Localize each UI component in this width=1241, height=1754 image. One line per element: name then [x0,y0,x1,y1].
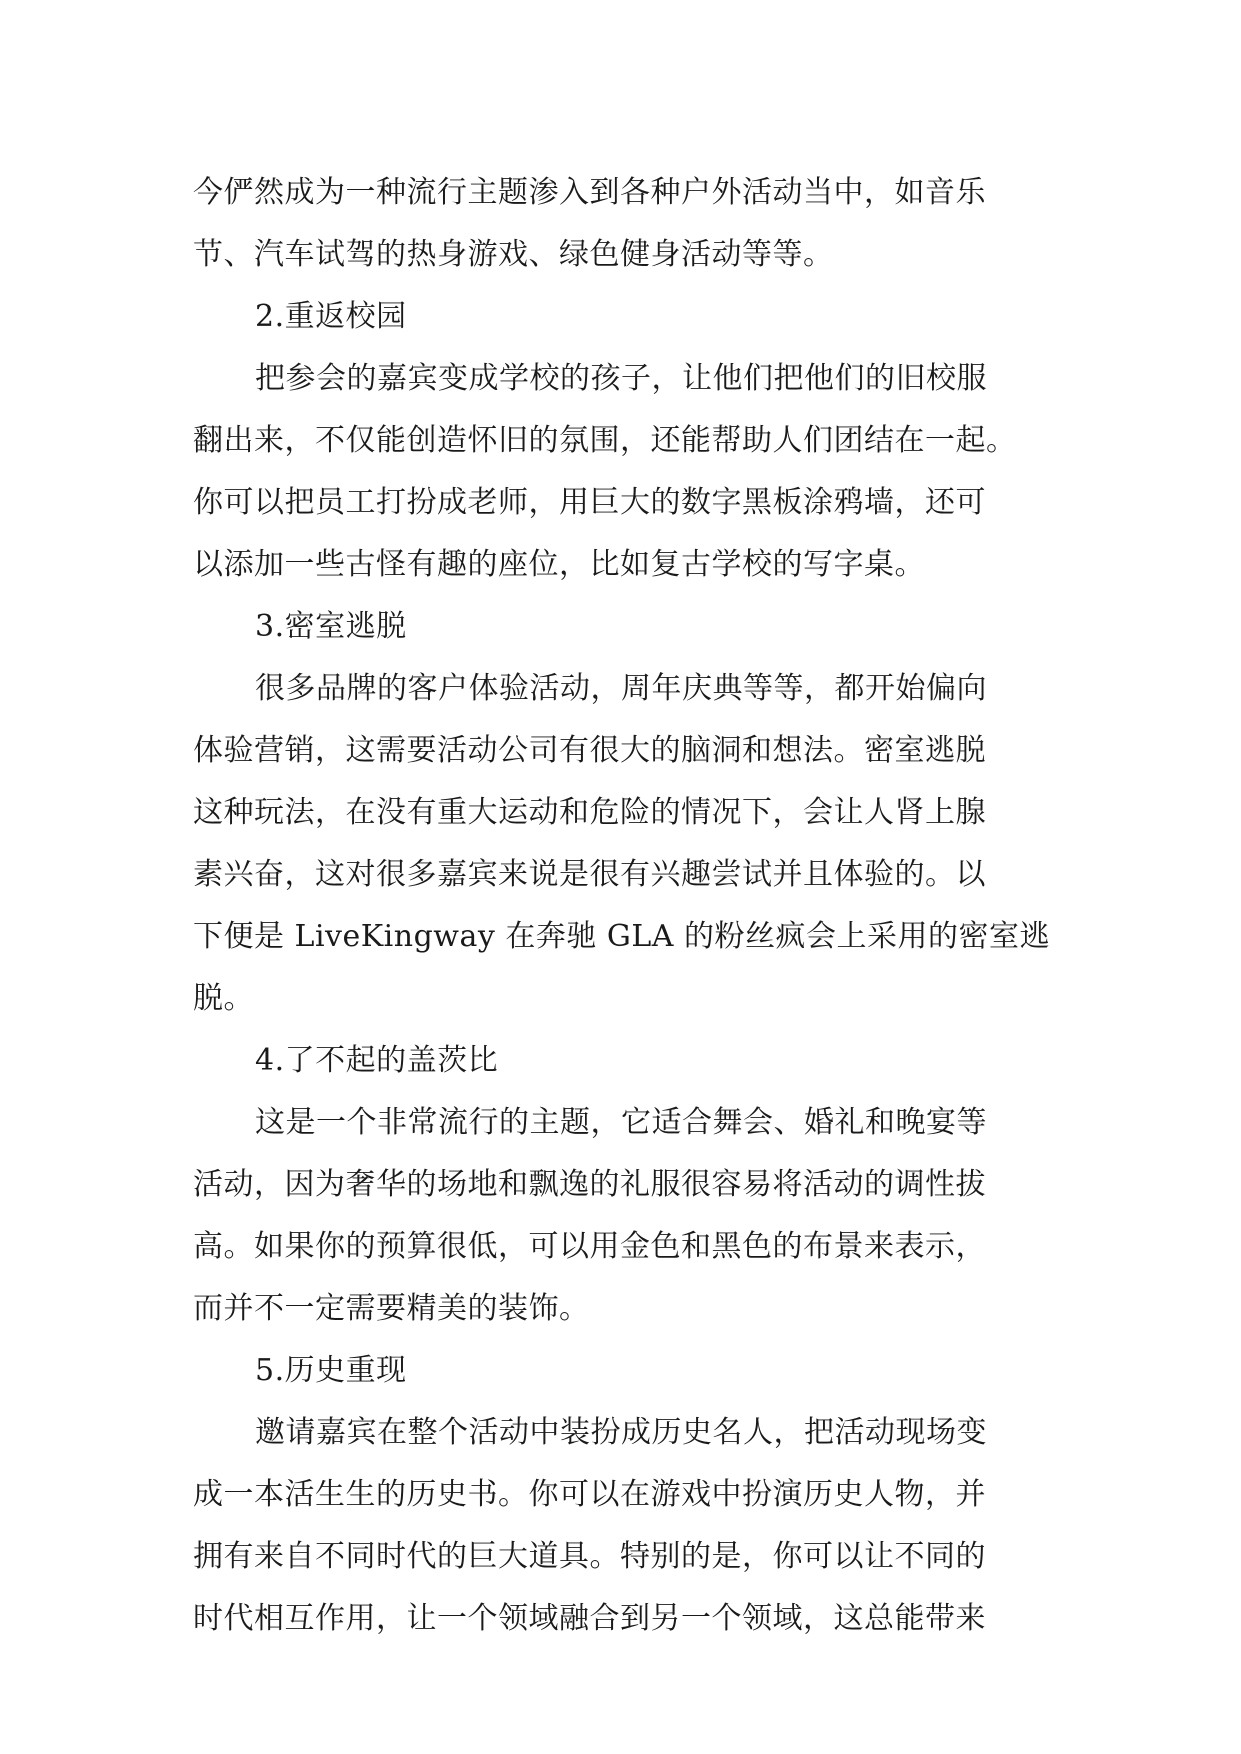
document-body [193,162,1063,1650]
paragraph-line: 以添加一些古怪有趣的座位，比如复古学校的写字桌。 [193,547,925,582]
paragraph-line: 翻出来，不仅能创造怀旧的氛围，还能帮助人们团结在一起。 [193,423,1017,458]
paragraph-line: 体验营销，这需要活动公司有很大的脑洞和想法。密室逃脱 [193,733,986,768]
paragraph-line: 拥有来自不同时代的巨大道具。特别的是，你可以让不同的 [193,1539,986,1574]
paragraph-line: 这种玩法，在没有重大运动和危险的情况下，会让人肾上腺 [193,795,986,830]
paragraph-line: 节、汽车试驾的热身游戏、绿色健身活动等等。 [193,237,834,272]
paragraph-line: 高。如果你的预算很低，可以用金色和黑色的布景来表示， [193,1229,986,1264]
paragraph-line: 把参会的嘉宾变成学校的孩子，让他们把他们的旧校服 [255,361,987,396]
paragraph-line: 素兴奋，这对很多嘉宾来说是很有兴趣尝试并且体验的。以 [193,857,986,892]
paragraph-line: 今俨然成为一种流行主题渗入到各种户外活动当中，如音乐 [193,175,986,210]
section-heading: 4.了不起的盖茨比 [255,1043,499,1078]
paragraph-line: 脱。 [193,981,254,1016]
paragraph-line: 成一本活生生的历史书。你可以在游戏中扮演历史人物，并 [193,1477,986,1512]
section-heading: 2.重返校园 [255,299,407,334]
paragraph-line: 这是一个非常流行的主题，它适合舞会、婚礼和晚宴等 [255,1105,987,1140]
paragraph-line: 活动，因为奢华的场地和飘逸的礼服很容易将活动的调性拔 [193,1167,986,1202]
paragraph-line: 而并不一定需要精美的装饰。 [193,1291,590,1326]
paragraph-line: 时代相互作用，让一个领域融合到另一个领域，这总能带来 [193,1601,986,1636]
paragraph-line: 邀请嘉宾在整个活动中装扮成历史名人，把活动现场变 [255,1415,987,1450]
paragraph-line: 你可以把员工打扮成老师，用巨大的数字黑板涂鸦墙，还可 [193,485,986,520]
section-heading: 3.密室逃脱 [255,609,407,644]
paragraph-line: 很多品牌的客户体验活动，周年庆典等等，都开始偏向 [255,671,987,706]
section-heading: 5.历史重现 [255,1353,407,1388]
paragraph-line: 下便是 LiveKingway 在奔驰 GLA 的粉丝疯会上采用的密室逃 [193,919,1050,954]
